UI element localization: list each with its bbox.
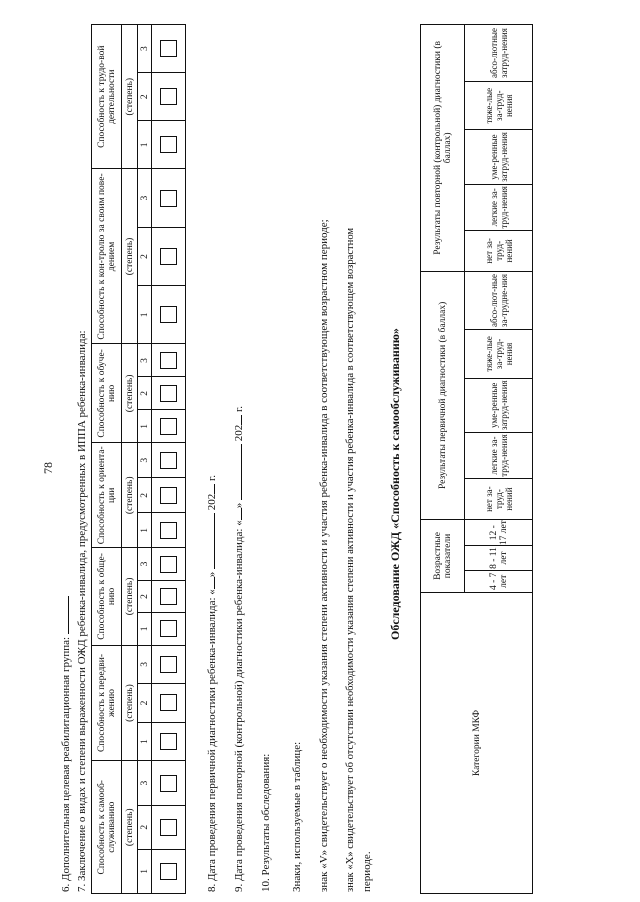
item-9-text: 9. Дата проведения повторной (контрольной) диагностики ребенка-инвалида: « <box>233 520 245 892</box>
degree-1: 1 <box>138 286 152 344</box>
age-4-7: 4 - 7 лет <box>465 570 533 592</box>
degree-checkbox-cell <box>152 548 186 580</box>
degree-1: 1 <box>138 849 152 893</box>
degree-3: 3 <box>138 25 152 73</box>
degree-checkbox[interactable] <box>160 136 177 153</box>
age-12-17: 12 - 17 лет <box>465 519 533 545</box>
degree-label: (степень) <box>122 169 138 344</box>
item-6-text: 6. Дополнительная целевая реабилитационная группа: <box>60 636 72 892</box>
item-9-day[interactable] <box>231 508 242 520</box>
item-8-quote: » <box>206 571 218 578</box>
degree-checkbox[interactable] <box>160 190 177 207</box>
degree-2: 2 <box>138 377 152 410</box>
degree-checkbox-cell <box>152 684 186 723</box>
degree-checkbox-cell <box>152 410 186 443</box>
degree-checkbox-cell <box>152 513 186 548</box>
degree-checkbox[interactable] <box>160 487 177 504</box>
degree-label: (степень) <box>122 645 138 761</box>
degree-checkbox[interactable] <box>160 352 177 369</box>
sign-v: знак «V» свидетельствует о необходимости указания степени активности и участия ребенка-инвалида в соответствующем возрастном периоде; <box>318 219 330 892</box>
degree-checkbox-cell <box>152 805 186 849</box>
survey-title: Обследование ОЖД «Способность к самообслуживанию» <box>388 328 402 640</box>
item-8-day[interactable] <box>204 577 215 589</box>
degree-3: 3 <box>138 645 152 684</box>
degree-2: 2 <box>138 805 152 849</box>
degree-checkbox-cell <box>152 25 186 73</box>
primary-none: нет за-труд-нений <box>465 479 533 520</box>
degree-2: 2 <box>138 580 152 612</box>
item-9-quote: » <box>233 502 245 509</box>
degree-checkbox[interactable] <box>160 863 177 880</box>
control-none: нет за-труд-нений <box>465 231 533 272</box>
page-number: 78 <box>41 462 55 474</box>
degree-label: (степень) <box>122 761 138 894</box>
item-9-suffix: г. <box>233 406 245 413</box>
item-9-year: 202 <box>233 424 245 442</box>
abilities-header-orientation: Способность к ориента-ции <box>92 443 122 548</box>
primary-moderate: уме-ренные затруд-нения <box>465 378 533 432</box>
item-7: 7. Заключение о видах и степени выраженности ОЖД ребенка-инвалида, предусмотренных в ИППА ребенка-инвалида: <box>76 330 88 892</box>
item-6-blank[interactable] <box>58 596 69 634</box>
degree-checkbox[interactable] <box>160 620 177 637</box>
control-light: легкие за-труд-нения <box>465 184 533 230</box>
abilities-header-selfcare: Способность к самооб-служиванию <box>92 761 122 894</box>
degree-label: (степень) <box>122 344 138 443</box>
degree-label: (степень) <box>122 443 138 548</box>
degree-checkbox-cell <box>152 478 186 513</box>
degree-3: 3 <box>138 548 152 580</box>
item-8-text: 8. Дата проведения первичной диагностики ребенка-инвалида: « <box>206 589 218 892</box>
primary-severe: тяже-лые за-труд-нения <box>465 330 533 378</box>
degree-checkbox-cell <box>152 227 186 285</box>
degree-1: 1 <box>138 513 152 548</box>
degree-checkbox[interactable] <box>160 452 177 469</box>
item-8-month[interactable] <box>204 513 215 569</box>
icf-categories-header: Категории МКФ <box>421 593 533 894</box>
control-absolute: абсо-лютные затруд-нения <box>465 25 533 82</box>
item-6 <box>58 596 72 892</box>
degree-2: 2 <box>138 684 152 723</box>
degree-2: 2 <box>138 227 152 285</box>
degree-2: 2 <box>138 73 152 121</box>
degree-checkbox[interactable] <box>160 385 177 402</box>
degree-checkbox[interactable] <box>160 588 177 605</box>
item-10: 10. Результаты обследования: <box>260 753 272 892</box>
degree-checkbox[interactable] <box>160 695 177 712</box>
signs-title: Знаки, используемые в таблице: <box>291 741 303 892</box>
degree-checkbox[interactable] <box>160 40 177 57</box>
degree-checkbox[interactable] <box>160 418 177 435</box>
item-8-year-blank[interactable] <box>204 484 215 494</box>
degree-1: 1 <box>138 410 152 443</box>
degree-checkbox-cell <box>152 613 186 645</box>
control-results-header: Результаты повторной (контрольной) диагностики (в баллах) <box>421 25 465 272</box>
degree-checkbox-cell <box>152 645 186 684</box>
degree-checkbox-cell <box>152 73 186 121</box>
degree-checkbox[interactable] <box>160 733 177 750</box>
degree-checkbox-cell <box>152 722 186 761</box>
control-severe: тяже-лые за-труд-нения <box>465 82 533 130</box>
degree-checkbox-cell <box>152 849 186 893</box>
abilities-header-learning: Способность к обуче-нию <box>92 344 122 443</box>
item-8-suffix: г. <box>206 474 218 481</box>
degree-3: 3 <box>138 761 152 805</box>
degree-checkbox-cell <box>152 761 186 805</box>
degree-checkbox-cell <box>152 169 186 227</box>
degree-checkbox[interactable] <box>160 522 177 539</box>
abilities-table <box>91 24 186 894</box>
sign-x-line2: периоде. <box>361 851 373 892</box>
degree-checkbox-cell <box>152 121 186 169</box>
degree-1: 1 <box>138 613 152 645</box>
results-table <box>420 24 533 894</box>
abilities-header-movement: Способность к передви-жению <box>92 645 122 761</box>
primary-light: легкие за-труд-нения <box>465 432 533 478</box>
degree-checkbox-cell <box>152 377 186 410</box>
abilities-header-work: Способность к трудо-вой деятельности <box>92 25 122 169</box>
degree-1: 1 <box>138 121 152 169</box>
degree-checkbox[interactable] <box>160 775 177 792</box>
abilities-header-behavior-control: Способность к кон-тролю за своим пове-дением <box>92 169 122 344</box>
degree-3: 3 <box>138 344 152 377</box>
degree-3: 3 <box>138 169 152 227</box>
degree-2: 2 <box>138 478 152 513</box>
degree-checkbox[interactable] <box>160 248 177 265</box>
age-indicators-header: Возрастные показатели <box>421 519 465 592</box>
degree-checkbox[interactable] <box>160 88 177 105</box>
degree-label: (степень) <box>122 25 138 169</box>
abilities-header-communication: Способность к обще-нию <box>92 548 122 645</box>
item-9-month[interactable] <box>231 444 242 500</box>
control-moderate: уме-ренные затруд-нения <box>465 130 533 184</box>
degree-checkbox-cell <box>152 344 186 377</box>
degree-checkbox[interactable] <box>160 306 177 323</box>
degree-checkbox-cell <box>152 580 186 612</box>
degree-label: (степень) <box>122 548 138 645</box>
degree-checkbox[interactable] <box>160 556 177 573</box>
primary-absolute: абсо-лют-ные за-трудне-ния <box>465 271 533 330</box>
degree-checkbox[interactable] <box>160 819 177 836</box>
item-8-year: 202 <box>206 493 218 511</box>
degree-checkbox-cell <box>152 443 186 478</box>
degree-checkbox[interactable] <box>160 656 177 673</box>
degree-3: 3 <box>138 443 152 478</box>
sign-x-line1: знак «X» свидетельствует об отсутствии необходимости указания степени активности и участия ребенка-инвалида в соответствующем возрастном <box>345 227 356 892</box>
degree-checkbox-cell <box>152 286 186 344</box>
item-8 <box>204 475 218 892</box>
primary-results-header: Результаты первичной диагностики (в баллах) <box>421 271 465 519</box>
age-8-11: 8 - 11 лет <box>465 546 533 570</box>
degree-1: 1 <box>138 722 152 761</box>
item-9 <box>231 406 245 892</box>
item-9-year-blank[interactable] <box>231 415 242 425</box>
